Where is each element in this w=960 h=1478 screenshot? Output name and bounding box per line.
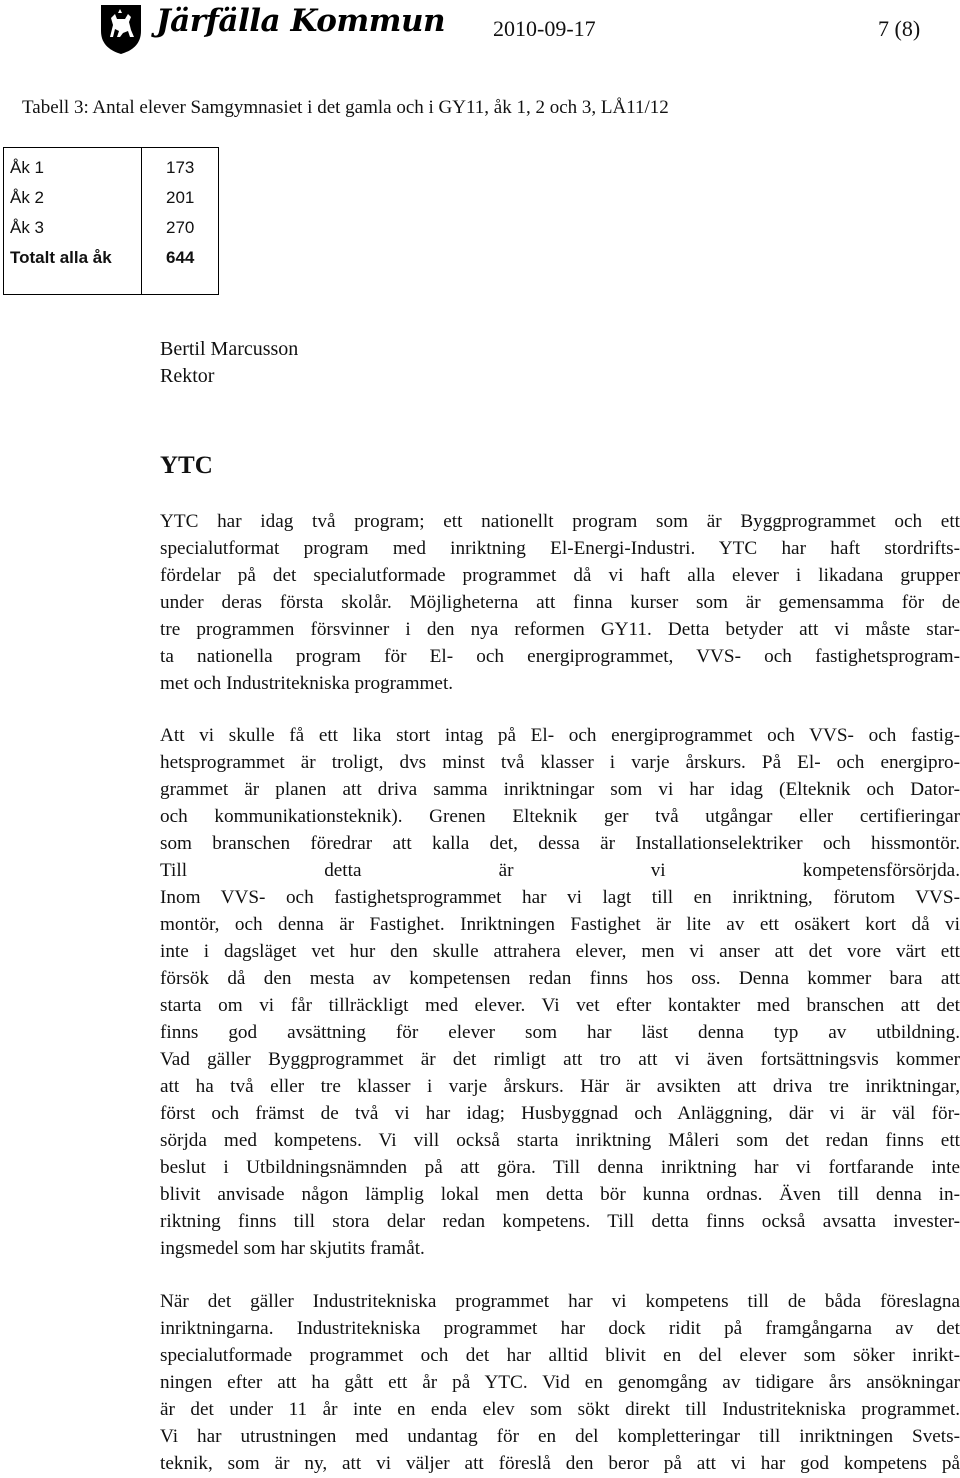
row-value: 270 bbox=[166, 218, 195, 237]
text-line: riktning finns till stora delar redan kompetens. Till detta finns också avsatta invester- bbox=[160, 1211, 960, 1232]
text-line: försök då den mesta av kompetensen redan finns hos oss. Denna kommer bara att bbox=[160, 968, 960, 989]
text-line: Till detta är vi kompetensförsörjda. bbox=[160, 860, 960, 881]
text-line: specialutformade programmet och det har alltid blivit en del elever som söker inrikt- bbox=[160, 1345, 960, 1366]
table-total-row bbox=[4, 242, 220, 272]
text-line: först och främst de två vi har idag; Husbyggnad och Anläggning, där vi är väl för- bbox=[160, 1103, 960, 1124]
row-label: Totalt alla åk bbox=[10, 248, 112, 267]
paragraph bbox=[160, 722, 960, 1262]
text-line: sörjda med kompetens. Vi vill också starta inriktning Måleri som det redan finns ett bbox=[160, 1130, 960, 1151]
text-line: specialutformat program med inriktning El-Energi-Industri. YTC har haft stordrifts- bbox=[160, 538, 960, 559]
text-line: hetsprogrammet är troligt, dvs minst två klasser i varje årskurs. På El- och energipro- bbox=[160, 752, 960, 773]
table-row bbox=[4, 182, 220, 212]
row-label: Åk 1 bbox=[10, 158, 45, 177]
row-value: 201 bbox=[166, 188, 195, 207]
row-label: Åk 3 bbox=[10, 218, 45, 237]
section-heading: YTC bbox=[160, 452, 213, 479]
text-line: blivit anvisade någon lämplig lokal men detta bör kunna ordnas. Även till denna in- bbox=[160, 1184, 960, 1205]
page-number: 7 (8) bbox=[878, 16, 921, 41]
text-line: starta om vi får tillräckligt med elever. Vi vet efter kontakter med branschen att det bbox=[160, 995, 960, 1016]
text-line: grammet är planen att driva samma inriktningar som vi har idag (Elteknik och Dator- bbox=[160, 779, 960, 800]
row-value: 644 bbox=[166, 248, 195, 267]
text-line: beslut i Utbildningsnämnden på att göra. Till denna inriktning har vi fortfarande inte bbox=[160, 1157, 960, 1178]
text-line: under deras första skolår. Möjligheterna att finna kurser som är gemensamma för de bbox=[160, 592, 960, 613]
text-line: Vi har utrustningen med undantag för en del kompletteringar till inriktningen Svets- bbox=[160, 1426, 960, 1447]
text-line: Inom VVS- och fastighetsprogrammet har vi lagt till en inriktning, förutom VVS- bbox=[160, 887, 960, 908]
table-row bbox=[4, 152, 220, 182]
signature-name: Bertil Marcusson bbox=[160, 338, 299, 360]
text-line: YTC har idag två program; ett nationellt program som är Byggprogrammet och ett bbox=[160, 511, 960, 532]
text-line: tre programmen försvinner i den nya reformen GY11. Detta betyder att vi måste star- bbox=[160, 619, 960, 640]
table-row bbox=[4, 212, 220, 242]
text-line: montör, och denna är Fastighet. Inriktningen Fastighet är lite av ett osäkert kort då vi bbox=[160, 914, 960, 935]
page-header bbox=[0, 0, 960, 60]
text-line: ingsmedel som har skjutits framåt. bbox=[160, 1238, 425, 1259]
row-label: Åk 2 bbox=[10, 188, 45, 207]
text-line: Vad gäller Byggprogrammet är det rimligt att tro att vi även fortsättningsvis kommer bbox=[160, 1049, 960, 1070]
text-line: ningen efter att ha gått ett år på YTC. Vid en genomgång av tidigare års ansökningar bbox=[160, 1372, 960, 1393]
text-line: När det gäller Industritekniska programmet har vi kompetens till de båda föreslagna bbox=[160, 1291, 960, 1312]
paragraph bbox=[160, 1288, 960, 1477]
text-line: ta nationella program för El- och energiprogrammet, VVS- och fastighetsprogram- bbox=[160, 646, 960, 667]
text-line: och kommunikationsteknik). Grenen Elteknik ger två utgångar eller certifieringar bbox=[160, 806, 960, 827]
text-line: teknik, som är ny, att vi väljer att föreslå den beror på att vi har god kompetens på bbox=[160, 1453, 960, 1474]
enrollment-table bbox=[3, 147, 219, 295]
paragraph bbox=[160, 508, 960, 697]
table-caption: Tabell 3: Antal elever Samgymnasiet i det gamla och i GY11, åk 1, 2 och 3, LÅ11/12 bbox=[22, 97, 669, 118]
document-date: 2010-09-17 bbox=[493, 16, 596, 41]
municipal-crest-logo bbox=[98, 3, 144, 55]
text-line: Att vi skulle få ett lika stort intag på El- och energiprogrammet och VVS- och fastig- bbox=[160, 725, 960, 746]
text-line: fördelar på det specialutformade programmet då vi haft alla elever i likadana grupper bbox=[160, 565, 960, 586]
text-line: finns god avsättning för elever som har läst denna typ av utbildning. bbox=[160, 1022, 960, 1043]
text-line: är det under 11 år inte en enda elev som sökt direkt till Industritekniska programmet. bbox=[160, 1399, 960, 1420]
text-line: met och Industritekniska programmet. bbox=[160, 673, 454, 694]
signature-title: Rektor bbox=[160, 365, 215, 387]
text-line: som branschen föredrar att kalla det, dessa är Installationselektriker och hissmontör. bbox=[160, 833, 960, 854]
text-line: att ha två eller tre klasser i varje årskurs. Här är avsikten att driva tre inriktningar, bbox=[160, 1076, 960, 1097]
text-line: inte i dagsläget vet hur den skulle attrahera elever, men vi anser att det vore värt ett bbox=[160, 941, 960, 962]
text-line: inriktningarna. Industritekniska programmet har dock ridit på framgångarna av det bbox=[160, 1318, 960, 1339]
org-wordmark: Järfälla Kommun bbox=[156, 3, 446, 39]
row-value: 173 bbox=[166, 158, 195, 177]
